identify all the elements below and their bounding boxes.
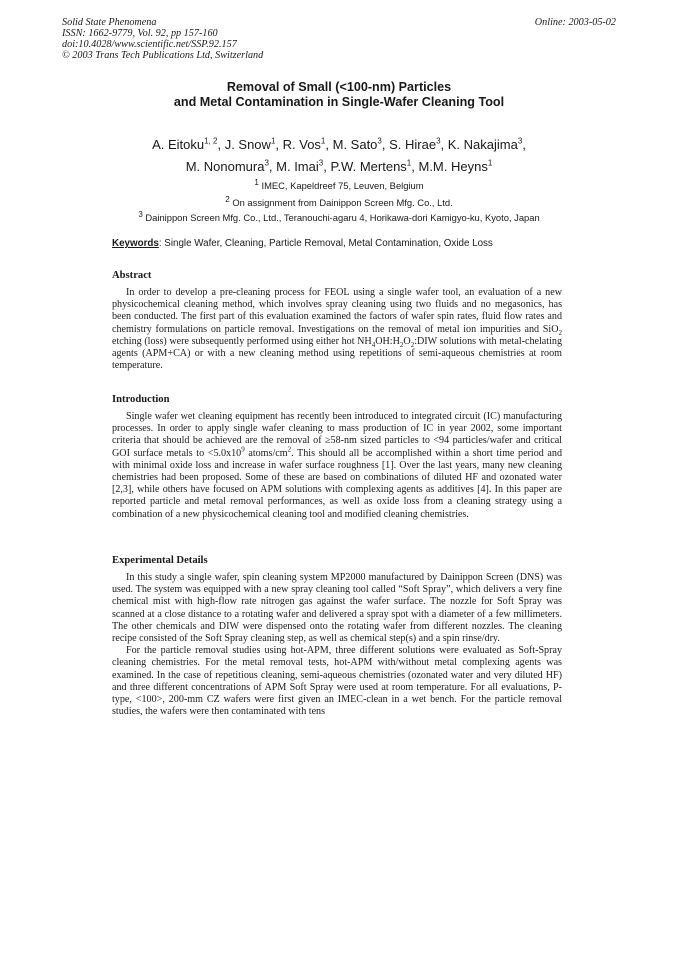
experimental-heading: Experimental Details: [112, 555, 208, 566]
author: R. Vos$^1$,: [282, 136, 333, 152]
affiliation-1: $^1$ IMEC, Kapeldreef 75, Leuven, Belgium: [254, 177, 424, 191]
keywords-text: Single Wafer, Cleaning, Particle Removal, Metal Contamination, Oxide Loss: [164, 238, 493, 249]
keywords: Keywords: Single Wafer, Cleaning, Particle Removal, Metal Contamination, Oxide Loss: [112, 238, 493, 249]
experimental-paragraph-1: In this study a single wafer, spin cleaning system MP2000 manufactured by Dainippon Screen (DNS) was used. The system was equipped with a new spray cleaning tool called “Soft Spray”, which delivers a very fine chemical mist with high-flow rate nitrogen gas against the wafer surface. The nozzle for Soft Spray was scanned at a close distance to a rotating wafer and delivered a spray spot with a diameter of a few millimeters. The other chemicals and DIW were dispensed onto the rotating wafer from different nozzles. The cleaning recipe consisted of the Soft Spray cleaning step, as well as chemical step(s) and a spin rinse/dry.: [112, 572, 562, 645]
experimental-section: [112, 555, 562, 718]
author-line-2: [0, 156, 678, 178]
title-line-2: and Metal Contamination in Single-Wafer Cleaning Tool: [173, 95, 505, 109]
author-line-1: [0, 134, 678, 156]
abstract-section: [112, 270, 562, 372]
online-date: Online: 2003-05-02: [534, 17, 616, 28]
affiliation-3: $^3$ Dainippon Screen Mfg. Co., Ltd., Teranouchi-agaru 4, Horikawa-dori Kamigyo-ku, Kyoto, Japan: [138, 209, 540, 223]
experimental-paragraph-2: For the particle removal studies using hot-APM, three different solutions were evaluated as Soft-Spray cleaning chemistries. For the metal removal tests, hot-APM with/without metal complexing agents was examined. In the case of repetitious cleaning, semi-aqueous chemistries (ozonated water and very diluted HF) and three different concentrations of APM Soft Spray were used at room temperature. For all evaluations, P-type, <100>, 200-mm CZ wafers were first given an IMEC-clean in a wet bench. For the particle removal studies, the wafers were then contaminated with tens: [112, 645, 562, 718]
title-line-1: Removal of Small (<100-nm) Particles: [226, 80, 452, 94]
introduction-paragraph: Single wafer wet cleaning equipment has recently been introduced to integrated circuit (IC) manufacturing processes. In order to apply single wafer cleaning to mass production of IC in year 2002, some important criteria that should be achieved are the removal of ≥58-nm sized particles to <94 particles/wafer and critical GOI surface metals to $<5.0x10^9$ atoms/$cm^2$. This should all be accomplished within a short time period and with minimal oxide loss and increase in wafer surface roughness [1]. Over the last years, many new cleaning chemistries had been proposed. Some of these are based on combinations of diluted HF and ozonated water [2,3], while others have focused on APM solutions with complexing agents as additives [4]. In this paper are reported particle and metal removal performances, as well as oxide loss from a cleaning strategy using a combination of a new physicochemical cleaning tool and modified cleaning chemistries.: [112, 411, 562, 520]
introduction-section: [112, 394, 562, 521]
affiliation-2: $^2$ On assignment from Dainippon Screen Mfg. Co., Ltd.: [225, 194, 453, 208]
author: M. Nonomura$^3$,: [185, 158, 277, 174]
journal-name: Solid State Phenomena: [62, 17, 157, 28]
author: J. Snow$^1$,: [224, 136, 283, 152]
author: M.M. Heyns$^1$: [418, 158, 493, 174]
journal-header: [62, 17, 263, 61]
introduction-heading: Introduction: [112, 394, 170, 405]
author: P.W. Mertens$^1$,: [330, 158, 419, 174]
author: A. Eitoku$^{1, 2}$,: [152, 136, 225, 152]
paper-title: [0, 80, 678, 110]
doi-line: doi:10.4028/www.scientific.net/SSP.92.157: [62, 39, 237, 50]
author: M. Imai$^3$,: [276, 158, 331, 174]
issn-line: ISSN: 1662-9779, Vol. 92, pp 157-160: [62, 28, 218, 39]
author-list: [0, 134, 678, 178]
keywords-label: Keywords: [112, 238, 159, 249]
author: S. Hirae$^3$,: [389, 136, 448, 152]
copyright-line: © 2003 Trans Tech Publications Ltd, Switzerland: [62, 50, 264, 61]
author: M. Sato$^3$,: [332, 136, 390, 152]
author: K. Nakajima$^3$,: [447, 136, 526, 152]
abstract-paragraph: In order to develop a pre-cleaning process for FEOL using a single wafer tool, an evaluation of a new physicochemical cleaning method, which involves spray cleaning using two fluids and no megasonics, has been conducted. The first part of this evaluation examined the factors of wafer spin rates, fluid flow rates and chemistry formulations on particle removal. Investigations on the removal of metal ion impurities and SiO$_2$ etching (loss) were subsequently performed using either hot $NH_4OH:H_2O_2:DIW$ solutions with metal-chelating agents (APM+CA) or with a new cleaning method using repetitions of semi-aqueous chemistries at room temperature.: [112, 287, 562, 372]
abstract-heading: Abstract: [112, 270, 152, 281]
